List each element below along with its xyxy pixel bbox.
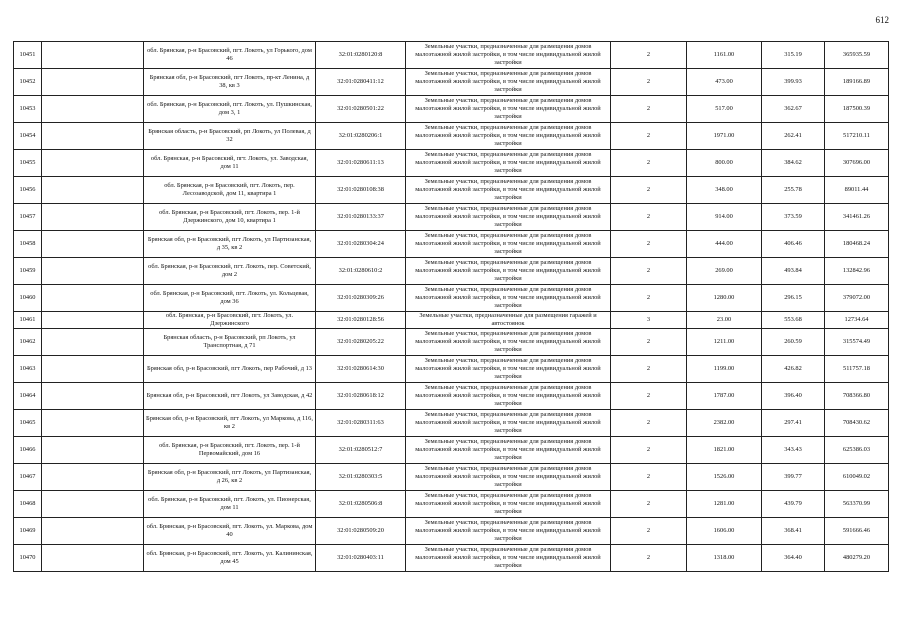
empty-cell (42, 204, 144, 231)
table-row (14, 96, 889, 123)
land-use-cell: Земельные участки, предназначенные для размещения домов малоэтажной жилой застройки, в том числе индивидуальной жилой застройки (406, 491, 611, 518)
land-use-cell: Земельные участки, предназначенные для размещения домов малоэтажной жилой застройки, в том числе индивидуальной жилой застройки (406, 69, 611, 96)
cadastral-value-cell: 12734.64 (825, 312, 889, 329)
address-cell: обл. Брянская, р-н Брасовский, пгт. Локоть, ул. Кольцевая, дом 36 (144, 285, 316, 312)
land-use-cell: Земельные участки, предназначенные для размещения домов малоэтажной жилой застройки, в том числе индивидуальной жилой застройки (406, 437, 611, 464)
row-number-cell: 10468 (14, 491, 42, 518)
row-number-cell: 10469 (14, 518, 42, 545)
land-use-cell: Земельные участки, предназначенные для размещения домов малоэтажной жилой застройки, в том числе индивидуальной жилой застройки (406, 329, 611, 356)
land-use-cell: Земельные участки, предназначенные для размещения домов малоэтажной жилой застройки, в том числе индивидуальной жилой застройки (406, 231, 611, 258)
land-use-cell: Земельные участки, предназначенные для размещения домов малоэтажной жилой застройки, в том числе индивидуальной жилой застройки (406, 258, 611, 285)
table-row (14, 69, 889, 96)
cadastral-number-cell: 32:01:0280133:37 (316, 204, 406, 231)
cadastral-number-cell: 32:01:0280614:30 (316, 356, 406, 383)
specific-value-cell: 362.67 (762, 96, 825, 123)
group-cell: 2 (611, 96, 687, 123)
cadastral-number-cell: 32:01:0280108:38 (316, 177, 406, 204)
empty-cell (42, 123, 144, 150)
cadastral-value-cell: 365935.59 (825, 42, 889, 69)
address-cell: обл. Брянская, р-н Брасовский, пгт. Локоть, ул. Маркова, дом 40 (144, 518, 316, 545)
group-cell: 2 (611, 518, 687, 545)
area-cell: 914.00 (687, 204, 762, 231)
area-cell: 1526.00 (687, 464, 762, 491)
specific-value-cell: 373.59 (762, 204, 825, 231)
cadastral-number-cell: 32:01:0280205:22 (316, 329, 406, 356)
empty-cell (42, 231, 144, 258)
address-cell: обл. Брянская, р-н Брасовский, пгт. Локоть, ул. Пионерская, дом 11 (144, 491, 316, 518)
area-cell: 269.00 (687, 258, 762, 285)
area-cell: 1606.00 (687, 518, 762, 545)
cadastral-number-cell: 32:01:0280206:1 (316, 123, 406, 150)
address-cell: обл. Брянская, р-н Брасовский, пгт. Локоть, пер. Советский, дом 2 (144, 258, 316, 285)
cadastral-value-cell: 315574.49 (825, 329, 889, 356)
land-use-cell: Земельные участки, предназначенные для размещения домов малоэтажной жилой застройки, в том числе индивидуальной жилой застройки (406, 177, 611, 204)
cadastral-value-cell: 708430.62 (825, 410, 889, 437)
group-cell: 2 (611, 258, 687, 285)
cadastral-number-cell: 32:01:0280509:20 (316, 518, 406, 545)
table-row (14, 545, 889, 572)
empty-cell (42, 383, 144, 410)
address-cell: обл. Брянская, р-н Брасовский, пгт. Локоть, пер. 1-й Дзержинского, дом 10, квартира 1 (144, 204, 316, 231)
area-cell: 348.00 (687, 177, 762, 204)
group-cell: 2 (611, 356, 687, 383)
area-cell: 1280.00 (687, 285, 762, 312)
group-cell: 2 (611, 464, 687, 491)
address-cell: Брянская область, р-н Брасовский, рп Локоть, ул Полевая, д 32 (144, 123, 316, 150)
specific-value-cell: 260.59 (762, 329, 825, 356)
cadastral-number-cell: 32:01:0280506:8 (316, 491, 406, 518)
cadastral-number-cell: 32:01:0280610:2 (316, 258, 406, 285)
empty-cell (42, 437, 144, 464)
area-cell: 23.00 (687, 312, 762, 329)
cadastral-number-cell: 32:01:0280128:56 (316, 312, 406, 329)
row-number-cell: 10470 (14, 545, 42, 572)
group-cell: 2 (611, 123, 687, 150)
cadastral-number-cell: 32:01:0280304:24 (316, 231, 406, 258)
specific-value-cell: 384.62 (762, 150, 825, 177)
group-cell: 2 (611, 410, 687, 437)
table-row (14, 329, 889, 356)
cadastral-value-cell: 511757.18 (825, 356, 889, 383)
land-registry-table (13, 41, 889, 572)
address-cell: Брянская обл, р-н Брасовский, пгт Локоть, ул Заводская, д 42 (144, 383, 316, 410)
land-use-cell: Земельные участки, предназначенные для размещения домов малоэтажной жилой застройки, в том числе индивидуальной жилой застройки (406, 518, 611, 545)
area-cell: 473.00 (687, 69, 762, 96)
empty-cell (42, 69, 144, 96)
table-row (14, 491, 889, 518)
group-cell: 2 (611, 204, 687, 231)
group-cell: 2 (611, 545, 687, 572)
table-row (14, 258, 889, 285)
cadastral-number-cell: 32:01:0280309:26 (316, 285, 406, 312)
cadastral-value-cell: 132842.96 (825, 258, 889, 285)
empty-cell (42, 329, 144, 356)
area-cell: 444.00 (687, 231, 762, 258)
row-number-cell: 10451 (14, 42, 42, 69)
table-row (14, 42, 889, 69)
cadastral-number-cell: 32:01:0280618:12 (316, 383, 406, 410)
cadastral-number-cell: 32:01:0280611:13 (316, 150, 406, 177)
address-cell: Брянская обл, р-н Брасовский, пгт Локоть, пр-кт Ленина, д 38, кв 3 (144, 69, 316, 96)
row-number-cell: 10461 (14, 312, 42, 329)
row-number-cell: 10467 (14, 464, 42, 491)
table-body (14, 42, 889, 572)
area-cell: 1199.00 (687, 356, 762, 383)
cadastral-value-cell: 591666.46 (825, 518, 889, 545)
specific-value-cell: 315.19 (762, 42, 825, 69)
cadastral-number-cell: 32:01:0280411:12 (316, 69, 406, 96)
cadastral-value-cell: 341461.26 (825, 204, 889, 231)
cadastral-value-cell: 189166.89 (825, 69, 889, 96)
group-cell: 2 (611, 69, 687, 96)
land-use-cell: Земельные участки, предназначенные для размещения домов малоэтажной жилой застройки, в том числе индивидуальной жилой застройки (406, 204, 611, 231)
specific-value-cell: 399.77 (762, 464, 825, 491)
table-row (14, 464, 889, 491)
empty-cell (42, 285, 144, 312)
specific-value-cell: 364.40 (762, 545, 825, 572)
land-use-cell: Земельные участки, предназначенные для размещения домов малоэтажной жилой застройки, в том числе индивидуальной жилой застройки (406, 383, 611, 410)
table-row (14, 204, 889, 231)
land-use-cell: Земельные участки, предназначенные для размещения домов малоэтажной жилой застройки, в том числе индивидуальной жилой застройки (406, 285, 611, 312)
group-cell: 2 (611, 437, 687, 464)
group-cell: 2 (611, 150, 687, 177)
empty-cell (42, 177, 144, 204)
row-number-cell: 10453 (14, 96, 42, 123)
table-row (14, 410, 889, 437)
specific-value-cell: 406.46 (762, 231, 825, 258)
row-number-cell: 10466 (14, 437, 42, 464)
row-number-cell: 10462 (14, 329, 42, 356)
table-row (14, 123, 889, 150)
cadastral-number-cell: 32:01:0280120:8 (316, 42, 406, 69)
row-number-cell: 10456 (14, 177, 42, 204)
table-row (14, 383, 889, 410)
row-number-cell: 10457 (14, 204, 42, 231)
address-cell: Брянская обл, р-н Брасовский, пгт Локоть, ул Партизанская, д 35, кв 2 (144, 231, 316, 258)
area-cell: 1161.00 (687, 42, 762, 69)
area-cell: 517.00 (687, 96, 762, 123)
row-number-cell: 10460 (14, 285, 42, 312)
empty-cell (42, 410, 144, 437)
group-cell: 2 (611, 491, 687, 518)
land-use-cell: Земельные участки, предназначенные для размещения домов малоэтажной жилой застройки, в том числе индивидуальной жилой застройки (406, 356, 611, 383)
empty-cell (42, 491, 144, 518)
empty-cell (42, 545, 144, 572)
specific-value-cell: 255.78 (762, 177, 825, 204)
area-cell: 1318.00 (687, 545, 762, 572)
area-cell: 1821.00 (687, 437, 762, 464)
empty-cell (42, 356, 144, 383)
specific-value-cell: 262.41 (762, 123, 825, 150)
cadastral-value-cell: 625386.03 (825, 437, 889, 464)
empty-cell (42, 96, 144, 123)
specific-value-cell: 368.41 (762, 518, 825, 545)
land-use-cell: Земельные участки, предназначенные для размещения гаражей и автостоянок (406, 312, 611, 329)
address-cell: Брянская область, р-н Брасовский, рп Локоть, ул Транспортная, д 71 (144, 329, 316, 356)
row-number-cell: 10454 (14, 123, 42, 150)
land-use-cell: Земельные участки, предназначенные для размещения домов малоэтажной жилой застройки, в том числе индивидуальной жилой застройки (406, 410, 611, 437)
cadastral-number-cell: 32:01:0280501:22 (316, 96, 406, 123)
cadastral-value-cell: 563370.99 (825, 491, 889, 518)
row-number-cell: 10455 (14, 150, 42, 177)
cadastral-number-cell: 32:01:0280311:63 (316, 410, 406, 437)
group-cell: 2 (611, 383, 687, 410)
table-row (14, 437, 889, 464)
group-cell: 2 (611, 42, 687, 69)
group-cell: 2 (611, 177, 687, 204)
area-cell: 2382.00 (687, 410, 762, 437)
specific-value-cell: 343.43 (762, 437, 825, 464)
row-number-cell: 10458 (14, 231, 42, 258)
table-row (14, 150, 889, 177)
land-use-cell: Земельные участки, предназначенные для размещения домов малоэтажной жилой застройки, в том числе индивидуальной жилой застройки (406, 464, 611, 491)
empty-cell (42, 258, 144, 285)
table-row (14, 285, 889, 312)
empty-cell (42, 312, 144, 329)
land-use-cell: Земельные участки, предназначенные для размещения домов малоэтажной жилой застройки, в том числе индивидуальной жилой застройки (406, 123, 611, 150)
address-cell: обл. Брянская, р-н Брасовский, пгт. Локоть, ул. Дзержинского (144, 312, 316, 329)
cadastral-value-cell: 180468.24 (825, 231, 889, 258)
specific-value-cell: 426.82 (762, 356, 825, 383)
address-cell: обл. Брянская, р-н Брасовский, пгт. Локоть, ул. Заводская, дом 11 (144, 150, 316, 177)
address-cell: обл. Брянская, р-н Брасовский, пгт. Локоть, ул Горького, дом 46 (144, 42, 316, 69)
specific-value-cell: 296.15 (762, 285, 825, 312)
row-number-cell: 10452 (14, 69, 42, 96)
address-cell: обл. Брянская, р-н Брасовский, пгт. Локоть, ул. Калининская, дом 45 (144, 545, 316, 572)
specific-value-cell: 297.41 (762, 410, 825, 437)
land-use-cell: Земельные участки, предназначенные для размещения домов малоэтажной жилой застройки, в том числе индивидуальной жилой застройки (406, 545, 611, 572)
cadastral-value-cell: 379072.00 (825, 285, 889, 312)
empty-cell (42, 464, 144, 491)
area-cell: 800.00 (687, 150, 762, 177)
table-row (14, 518, 889, 545)
area-cell: 1211.00 (687, 329, 762, 356)
table-row (14, 312, 889, 329)
cadastral-value-cell: 708366.80 (825, 383, 889, 410)
specific-value-cell: 553.68 (762, 312, 825, 329)
group-cell: 2 (611, 329, 687, 356)
address-cell: обл. Брянская, р-н Брасовский, пгт. Локоть, пер. 1-й Первомайский, дом 16 (144, 437, 316, 464)
group-cell: 2 (611, 231, 687, 258)
empty-cell (42, 150, 144, 177)
address-cell: обл. Брянская, р-н Брасовский, пгт. Локоть, пер. Лесозаводской, дом 11, квартира 1 (144, 177, 316, 204)
address-cell: Брянская обл, р-н Брасовский, пгт Локоть, пер Рабочий, д 13 (144, 356, 316, 383)
cadastral-number-cell: 32:01:0280403:11 (316, 545, 406, 572)
cadastral-value-cell: 610049.02 (825, 464, 889, 491)
land-use-cell: Земельные участки, предназначенные для размещения домов малоэтажной жилой застройки, в том числе индивидуальной жилой застройки (406, 42, 611, 69)
area-cell: 1971.00 (687, 123, 762, 150)
cadastral-value-cell: 480279.20 (825, 545, 889, 572)
specific-value-cell: 399.93 (762, 69, 825, 96)
cadastral-number-cell: 32:01:0280512:7 (316, 437, 406, 464)
table-row (14, 177, 889, 204)
row-number-cell: 10459 (14, 258, 42, 285)
address-cell: Брянская обл, р-н Брасовский, пгт Локоть, ул Маркова, д 116, кв 2 (144, 410, 316, 437)
area-cell: 1281.00 (687, 491, 762, 518)
page-number: 612 (875, 15, 889, 25)
row-number-cell: 10464 (14, 383, 42, 410)
row-number-cell: 10463 (14, 356, 42, 383)
land-use-cell: Земельные участки, предназначенные для размещения домов малоэтажной жилой застройки, в том числе индивидуальной жилой застройки (406, 96, 611, 123)
specific-value-cell: 396.40 (762, 383, 825, 410)
address-cell: Брянская обл, р-н Брасовский, пгт Локоть, ул Партизанская, д 26, кв 2 (144, 464, 316, 491)
table-row (14, 356, 889, 383)
cadastral-value-cell: 517210.11 (825, 123, 889, 150)
land-use-cell: Земельные участки, предназначенные для размещения домов малоэтажной жилой застройки, в том числе индивидуальной жилой застройки (406, 150, 611, 177)
empty-cell (42, 518, 144, 545)
table-row (14, 231, 889, 258)
group-cell: 3 (611, 312, 687, 329)
group-cell: 2 (611, 285, 687, 312)
specific-value-cell: 439.79 (762, 491, 825, 518)
row-number-cell: 10465 (14, 410, 42, 437)
cadastral-value-cell: 89011.44 (825, 177, 889, 204)
area-cell: 1787.00 (687, 383, 762, 410)
specific-value-cell: 493.84 (762, 258, 825, 285)
cadastral-value-cell: 307696.00 (825, 150, 889, 177)
cadastral-value-cell: 187500.39 (825, 96, 889, 123)
empty-cell (42, 42, 144, 69)
address-cell: обл. Брянская, р-н Брасовский, пгт. Локоть, ул. Пушкинская, дом 3, 1 (144, 96, 316, 123)
cadastral-number-cell: 32:01:0280303:5 (316, 464, 406, 491)
